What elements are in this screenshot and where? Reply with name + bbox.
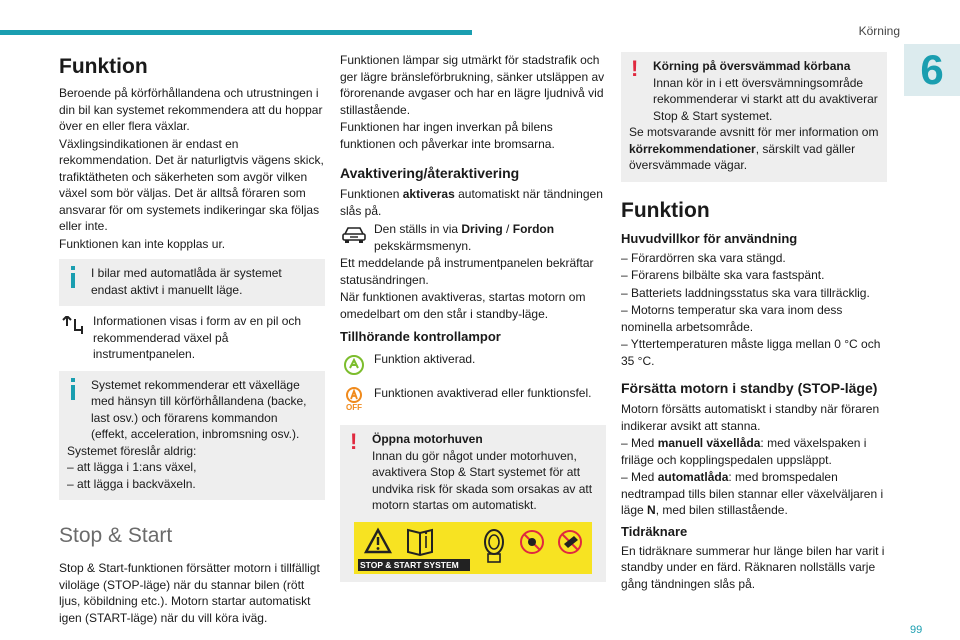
info-icon bbox=[67, 378, 79, 400]
page-number: 99 bbox=[910, 624, 923, 636]
list-item: – att lägga i 1:ans växel, bbox=[67, 460, 197, 474]
lamp-row-off bbox=[340, 385, 606, 415]
warning-icon: ! bbox=[631, 56, 639, 81]
list-item: – Yttertemperaturen måste ligga mellan 0 °C och 35 °C. bbox=[621, 337, 881, 368]
subheading-tidraknare: Tidräknare bbox=[621, 523, 688, 539]
warning-title: Körning på översvämmad körbana bbox=[653, 59, 851, 73]
stop-start-active-lamp-icon bbox=[340, 351, 368, 379]
list-item: – Motorns temperatur ska vara inom dess nominella arbetsområde. bbox=[621, 303, 843, 334]
stop-start-off-lamp-icon: OFF bbox=[340, 385, 368, 413]
column-3 bbox=[621, 52, 887, 593]
list-item: – Förarens bilbälte ska vara fastspänt. bbox=[621, 268, 825, 282]
warning-title: Öppna motorhuven bbox=[372, 432, 483, 446]
warning-icon: ! bbox=[350, 429, 358, 454]
heading-funktion: Funktion bbox=[59, 55, 148, 78]
list-item: – Med manuell växellåda: med växelspaken i friläge och kopplingspedalen uppsläppt. bbox=[621, 436, 867, 467]
info-text: Systemet föreslår aldrig: bbox=[67, 443, 197, 458]
list-item: – Batteriets laddningsstatus ska vara tillräcklig. bbox=[621, 285, 870, 300]
car-icon bbox=[340, 221, 368, 249]
vehicle-menu-row bbox=[340, 221, 606, 254]
paragraph: Funktionen har ingen inverkan på bilens funktionen och påverkar inte bromsarna. bbox=[340, 120, 555, 151]
warning-box bbox=[340, 425, 606, 582]
chapter-number: 6 bbox=[904, 44, 960, 96]
heading-kontrollampor: Tillhörande kontrollampor bbox=[340, 329, 501, 344]
warning-text: Innan du gör något under motorhuven, avaktivera Stop & Start systemet för att undvika risk för skada som orsakas av att motorn startas om automatiskt. bbox=[372, 448, 593, 512]
column-2 bbox=[340, 52, 606, 589]
paragraph: Motorn försätts automatiskt i standby när föraren indikerar avsikt att stanna. bbox=[621, 402, 880, 433]
paragraph: Stop & Start-funktionen försätter motorn i tillfälligt viloläge (STOP-läge) när du stannar bilen (rött ljus, köbildning etc.). Motorn startar automatiskt igen (START-läge) när du vill köra iväg. bbox=[59, 561, 320, 625]
info-box bbox=[59, 259, 325, 306]
gear-indicator-text: Informationen visas i form av en pil och rekommenderad växel på instrumentpanelen. bbox=[93, 314, 302, 361]
paragraph: Ett meddelande på instrumentpanelen bekräftar statusändringen. bbox=[340, 256, 594, 287]
column-1 bbox=[59, 52, 325, 627]
list-item: – Förardörren ska vara stängd. bbox=[621, 250, 786, 265]
paragraph: Funktionen lämpar sig utmärkt för stadstrafik och ger lägre bränsleförbrukning, sänker utsläppen av förorenande avgaser och har en lägre ljudnivå vid stillastående. bbox=[340, 53, 605, 117]
heading-funktion-2: Funktion bbox=[621, 198, 710, 222]
lamp-row-active bbox=[340, 351, 606, 379]
subheading-stop-lage: Försätta motorn i standby (STOP-läge) bbox=[621, 380, 878, 396]
gear-shift-arrow-icon bbox=[59, 313, 87, 341]
warning-text: Innan kör in i ett översvämningsområde rekommenderar vi starkt att du avaktiverar Stop & Start systemet. bbox=[653, 75, 878, 123]
gear-indicator-row bbox=[59, 313, 325, 363]
lamp-active-text: Funktion aktiverad. bbox=[374, 352, 476, 366]
heading-stop-start: Stop & Start bbox=[59, 524, 173, 547]
info-text: I bilar med automatlåda är systemet endast aktivt i manuellt läge. bbox=[91, 266, 282, 297]
paragraph: När funktionen avaktiveras, startas motorn om omedelbart om den står i standby-läge. bbox=[340, 290, 586, 321]
info-box bbox=[59, 371, 325, 501]
paragraph: Växlingsindikationen är endast en rekommendation. Det är naturligtvis vägens skick, trafiktätheten och säkerheten som avgör vilken växel som bör väljas. Det är alltså föraren som ansvarar för om systemets indikeringar ska följas eller inte. bbox=[59, 136, 324, 233]
subheading-villkor: Huvudvillkor för användning bbox=[621, 230, 798, 246]
info-text: Systemet rekommenderar ett växelläge med hänsyn till körförhållandena (backe, last osv.) och förarens kommandon (effekt, acceleration, inbromsning osv.). bbox=[91, 377, 307, 441]
paragraph: Funktionen kan inte kopplas ur. bbox=[59, 236, 226, 251]
header-accent-bar bbox=[0, 30, 472, 35]
paragraph: Funktionen aktiveras automatiskt när tändningen slås på. bbox=[340, 187, 603, 218]
paragraph: Beroende på körförhållandena och utrustningen i din bil kan systemet rekommendera att du hoppar över en eller flera växlar. bbox=[59, 86, 323, 133]
section-title: Körning bbox=[858, 24, 900, 38]
stop-start-label: STOP & START SYSTEM bbox=[354, 522, 592, 574]
warning-text: Se motsvarande avsnitt för mer information om körrekommendationer, särskilt vad gäller översvämmade vägar. bbox=[629, 125, 879, 172]
warning-box bbox=[621, 52, 887, 182]
heading-avaktivering: Avaktivering/återaktivering bbox=[340, 165, 520, 181]
paragraph: En tidräknare summerar hur länge bilen har varit i standby under en färd. Räknaren nollställs varje gång tändningen slås på. bbox=[621, 543, 885, 591]
info-icon bbox=[67, 266, 79, 288]
vehicle-menu-text: Den ställs in via Driving / Fordon pekskärmsmenyn. bbox=[374, 222, 555, 253]
list-item: – Med automatlåda: med bromspedalen nedtrampad tills bilen stannar eller växelväljaren i läge N, med bilen stillastående. bbox=[621, 470, 884, 517]
lamp-off-text: Funktionen avaktiverad eller funktionsfel. bbox=[374, 386, 592, 400]
list-item: – att lägga i backväxeln. bbox=[67, 476, 196, 491]
